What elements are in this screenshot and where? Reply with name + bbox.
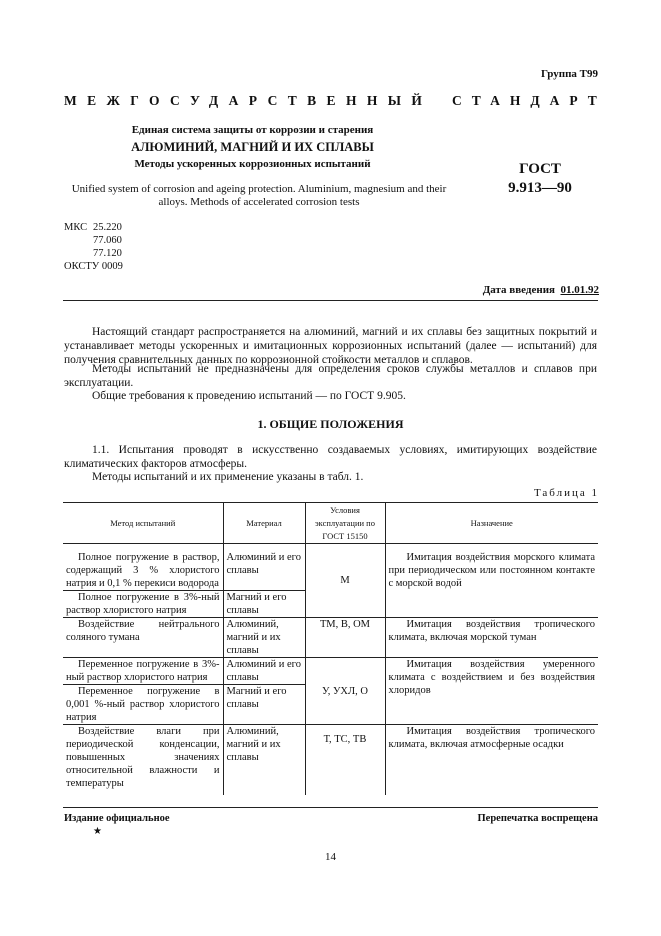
mks-label: МКС	[64, 222, 88, 233]
method-cell: Воздействие влаги при периодической конденсации, повышенных значениях относительной влажности и температуры	[63, 725, 223, 796]
paragraph-limitation: Методы испытаний не предназначены для определения сроков службы металлов и сплавов при эксплуатации.	[64, 363, 597, 389]
mks-code: 25.220	[93, 222, 122, 233]
conditions-cell: У, УХЛ, О	[305, 658, 385, 725]
header-divider	[63, 300, 598, 301]
methods-table	[63, 502, 598, 795]
footer-divider	[63, 807, 598, 808]
table-row	[63, 544, 598, 591]
introduction-date	[483, 284, 599, 296]
reprint-notice: Перепечатка воспрещена	[477, 813, 598, 824]
material-cell: Магний и его сплавы	[223, 591, 305, 618]
clause-1-1: 1.1. Испытания проводят в искусственно создаваемых условиях, имитирующих воздействие климатических факторов атмосферы.	[64, 444, 597, 470]
date-value: 01.01.92	[560, 284, 599, 296]
method-cell: Полное погружение в 3%-ный раствор хлористого натрия	[63, 591, 223, 618]
table-caption: Таблица 1	[533, 487, 599, 499]
page-number: 14	[325, 851, 336, 863]
paragraph-general-req: Общие требования к проведению испытаний — по ГОСТ 9.905.	[92, 390, 406, 402]
star-icon: ★	[93, 826, 102, 837]
conditions-cell: М	[305, 544, 385, 618]
mks-code: 77.120	[93, 248, 122, 259]
table-row	[63, 725, 598, 796]
purpose-cell: Имитация воздействия умеренного климата с воздействием и без воздействия хлоридов	[385, 658, 598, 725]
material-cell: Магний и его сплавы	[223, 685, 305, 725]
purpose-cell: Имитация воздействия тропического климата, включая атмосферные осадки	[388, 726, 595, 750]
classification-codes	[64, 221, 123, 273]
method-cell: Переменное погружение в 3%-ный раствор хлористого натрия	[63, 658, 223, 685]
official-edition: Издание официальное	[64, 813, 170, 824]
gost-label: ГОСТ	[519, 161, 561, 177]
okstu-label: ОКСТУ	[64, 261, 100, 272]
gost-designation	[470, 160, 610, 198]
method-cell: Переменное погружение в 0,001 %-ный раствор хлористого натрия	[63, 685, 223, 725]
header-method: Метод испытаний	[63, 503, 223, 544]
date-label: Дата введения	[482, 284, 555, 296]
title-subtitle: Методы ускоренных коррозионных испытаний	[134, 158, 371, 170]
method-cell: Воздействие нейтрального соляного тумана	[63, 618, 223, 658]
interstate-label: МЕЖГОСУДАРСТВЕННЫЙ	[64, 93, 433, 108]
gost-number: 9.913—90	[508, 180, 572, 196]
conditions-cell: Т, ТС, ТВ	[305, 725, 385, 796]
title-main: АЛЮМИНИЙ, МАГНИЙ И ИХ СПЛАВЫ	[131, 140, 374, 154]
header-conditions: Условия эксплуатации по ГОСТ 15150	[305, 503, 385, 544]
material-cell: Алюминий, магний и их сплавы	[223, 725, 305, 796]
section-title: 1. ОБЩИЕ ПОЛОЖЕНИЯ	[257, 417, 404, 431]
purpose-cell: Имитация воздействия морского климата при периодическом или постоянном контакте с морской водой	[385, 544, 598, 618]
standard-label: СТАНДАРТ	[452, 93, 607, 108]
material-cell: Алюминий и его сплавы	[223, 658, 305, 685]
method-cell: Полное погружение в раствор, содержащий 3 % хлористого натрия и 0,1 % перекиси водорода	[63, 544, 223, 591]
okstu-code: 0009	[101, 261, 123, 272]
title-english: Unified system of corrosion and ageing protection. Aluminium, magnesium and their alloys. Methods of accelerated corrosion tests	[71, 183, 447, 208]
clause-table-ref: Методы испытаний и их применение указаны в табл. 1.	[92, 471, 364, 483]
paragraph-scope: Настоящий стандарт распространяется на алюминий, магний и их сплавы без защитных покрытий и устанавливает методы ускоренных и имитационных коррозионных испытаний (далее — испытаний) для получения сравнительных данных по коррозионной стойкости металлов и сплавов.	[64, 326, 597, 366]
header-purpose: Назначение	[385, 503, 598, 544]
header-material: Материал	[223, 503, 305, 544]
title-system: Единая система защиты от коррозии и старения	[131, 124, 374, 136]
group-code: Группа Т99	[540, 68, 598, 80]
mks-code: 77.060	[93, 235, 122, 246]
material-cell: Алюминий, магний и их сплавы	[223, 618, 305, 658]
table-row	[63, 658, 598, 685]
table-header-row	[63, 503, 598, 544]
conditions-cell: ТМ, В, ОМ	[305, 618, 385, 658]
material-cell: Алюминий и его сплавы	[223, 544, 305, 591]
purpose-cell: Имитация воздействия тропического климата, включая морской туман	[385, 618, 598, 658]
table-row	[63, 618, 598, 658]
